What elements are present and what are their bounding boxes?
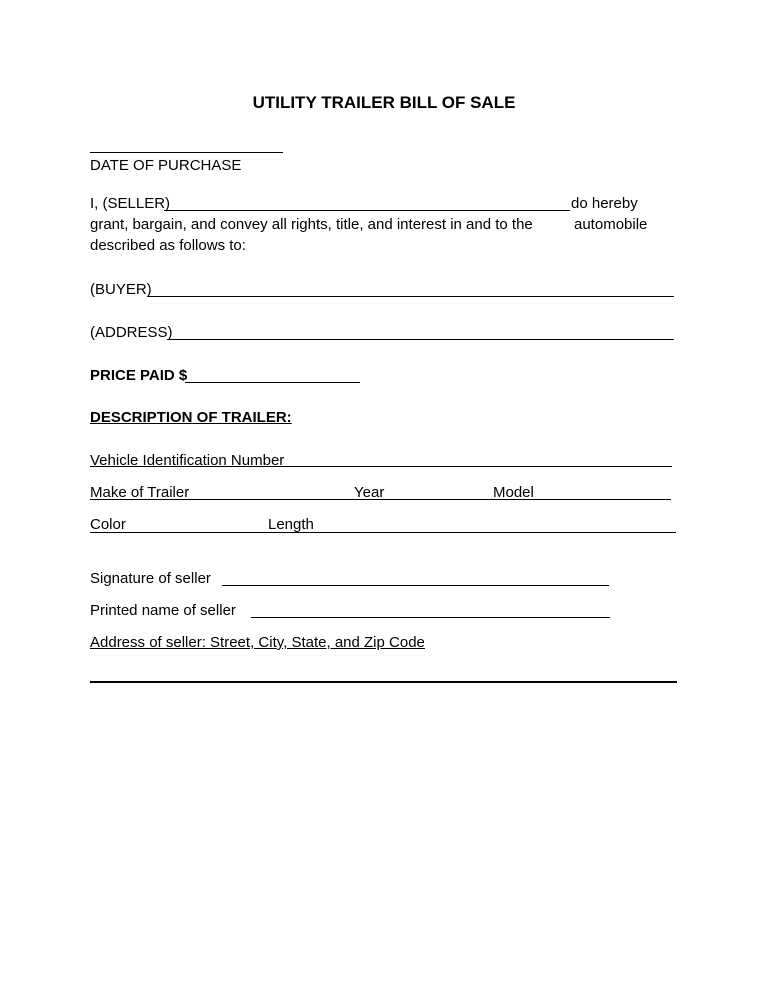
vin-field-line[interactable] <box>90 466 672 467</box>
make-label: Make of Trailer <box>90 484 190 501</box>
convey-text-line-1-end: automobile <box>574 216 648 233</box>
seller-address-field-line[interactable] <box>90 681 677 683</box>
date-of-purchase-label: DATE OF PURCHASE <box>90 157 242 174</box>
seller-label: I, (SELLER) <box>90 195 171 212</box>
convey-text-line-2: described as follows to: <box>90 237 246 254</box>
length-label: Length <box>268 516 314 533</box>
date-field-line[interactable] <box>90 152 283 153</box>
seller-field-line[interactable] <box>164 210 570 211</box>
seller-suffix-text: do hereby <box>571 195 638 212</box>
description-heading: DESCRIPTION OF TRAILER: <box>90 409 292 426</box>
printed-name-field-line[interactable] <box>251 617 610 618</box>
signature-field-line[interactable] <box>222 585 609 586</box>
color-length-field-line[interactable] <box>90 532 676 533</box>
year-label: Year <box>354 484 385 501</box>
document-title: UTILITY TRAILER BILL OF SALE <box>252 93 516 112</box>
price-paid-label: PRICE PAID $ <box>90 367 188 384</box>
price-field-line[interactable] <box>185 382 360 383</box>
signature-label: Signature of seller <box>90 570 211 587</box>
vin-label: Vehicle Identification Number <box>90 452 285 469</box>
buyer-label: (BUYER) <box>90 281 152 298</box>
make-year-model-field-line[interactable] <box>90 499 671 500</box>
buyer-field-line[interactable] <box>148 296 674 297</box>
convey-text-line-1: grant, bargain, and convey all rights, title, and interest in and to the <box>90 216 533 233</box>
address-field-line[interactable] <box>167 339 674 340</box>
address-label: (ADDRESS) <box>90 324 173 341</box>
model-label: Model <box>493 484 534 501</box>
color-label: Color <box>90 516 126 533</box>
seller-address-label: Address of seller: Street, City, State, and Zip Code <box>90 634 425 651</box>
printed-name-label: Printed name of seller <box>90 602 236 619</box>
